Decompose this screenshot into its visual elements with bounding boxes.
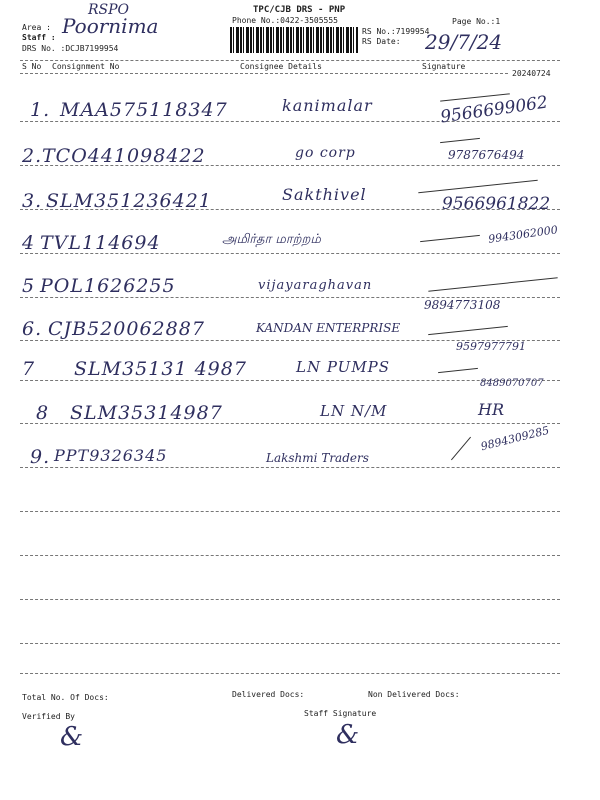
consignment-number: SLM351236421 <box>46 190 212 212</box>
staff-label: Staff : <box>22 33 56 42</box>
signature-phone: 9943062000 <box>487 223 559 246</box>
area-value: RSPO <box>88 2 130 18</box>
staff-value: Poornima <box>62 14 159 38</box>
row-rule <box>20 599 560 600</box>
rs-date-value: 29/7/24 <box>425 30 503 54</box>
rs-number: RS No.:7199954 <box>362 27 430 36</box>
row-number: 3. <box>22 190 43 212</box>
consignee-name: LN N/M <box>320 402 388 420</box>
row-rule <box>20 673 560 674</box>
consignee-name: LN PUMPS <box>296 358 391 376</box>
consignment-number: POL1626255 <box>40 275 176 297</box>
header-rule-bottom <box>20 73 508 74</box>
signature-phone: 9566961822 <box>442 194 551 214</box>
signature-phone: 9566699062 <box>439 92 550 128</box>
signature-mark <box>420 235 480 242</box>
row-rule <box>20 555 560 556</box>
row-number: 7 <box>22 358 36 380</box>
row-number: 2. <box>22 145 43 167</box>
signature-phone: 9894773108 <box>424 298 501 312</box>
col-consignment: Consignment No <box>52 62 120 71</box>
signature-phone: HR <box>478 400 504 419</box>
consignee-name: அமிர்தா மாற்றம் <box>222 232 321 247</box>
delivered-docs-label: Delivered Docs: <box>232 690 305 699</box>
consignment-number: TCO441098422 <box>42 145 206 167</box>
row-number: 6. <box>22 318 43 340</box>
col-consignee: Consignee Details <box>240 62 322 71</box>
signature-mark <box>428 277 557 292</box>
signature-mark <box>428 326 508 335</box>
row-rule <box>20 380 560 381</box>
staff-signature-label: Staff Signature <box>304 709 377 718</box>
consignment-number: CJB520062887 <box>48 318 205 340</box>
drs-number: DRS No. :DCJB7199954 <box>22 44 119 53</box>
consignee-name: Lakshmi Traders <box>266 451 369 465</box>
signature-mark <box>451 437 471 461</box>
signature-phone: 8489070707 <box>480 378 544 389</box>
signature-phone: 9787676494 <box>448 148 525 162</box>
row-number: 4 <box>22 232 36 254</box>
row-number: 5 <box>22 275 36 297</box>
consignee-name: vijayaraghavan <box>258 278 373 293</box>
consignee-name: kanimalar <box>282 96 373 115</box>
row-number: 9. <box>30 446 51 468</box>
non-delivered-docs-label: Non Delivered Docs: <box>368 690 460 699</box>
row-rule <box>20 511 560 512</box>
consignment-number: TVL114694 <box>40 232 161 254</box>
barcode <box>230 27 358 53</box>
consignment-number: SLM35131 4987 <box>74 358 247 380</box>
document-title: TPC/CJB DRS - PNP <box>253 5 346 15</box>
consignment-number: MAA575118347 <box>60 99 228 121</box>
verified-signature: & <box>60 722 84 752</box>
consignment-number: SLM35314987 <box>70 402 223 424</box>
consignee-name: KANDAN ENTERPRISE <box>256 321 401 335</box>
area-label: Area : <box>22 23 51 32</box>
phone-number: Phone No.:0422-3505555 <box>232 16 338 25</box>
col-signature: Signature <box>422 62 466 71</box>
signature-mark <box>440 138 480 143</box>
signature-phone: 9597977791 <box>456 340 526 353</box>
total-docs-label: Total No. Of Docs: <box>22 693 109 702</box>
consignee-name: go corp <box>295 145 356 161</box>
row-rule <box>20 467 560 468</box>
verified-by-label: Verified By <box>22 712 75 721</box>
staff-signature-mark: & <box>336 720 360 750</box>
row-number: 8 <box>36 402 50 424</box>
consignment-number: PPT9326345 <box>54 446 168 465</box>
col-sno: S No <box>22 62 42 71</box>
row-rule <box>20 643 560 644</box>
rs-date-label: RS Date: <box>362 37 401 46</box>
row-number: 1. <box>30 99 51 121</box>
date-code: 20240724 <box>512 69 551 78</box>
page-number: Page No.:1 <box>452 17 501 26</box>
signature-phone: 9894309285 <box>479 423 551 454</box>
header-rule-top <box>20 60 560 61</box>
signature-mark <box>438 368 478 373</box>
signature-mark <box>418 180 537 194</box>
consignee-name: Sakthivel <box>282 185 367 204</box>
